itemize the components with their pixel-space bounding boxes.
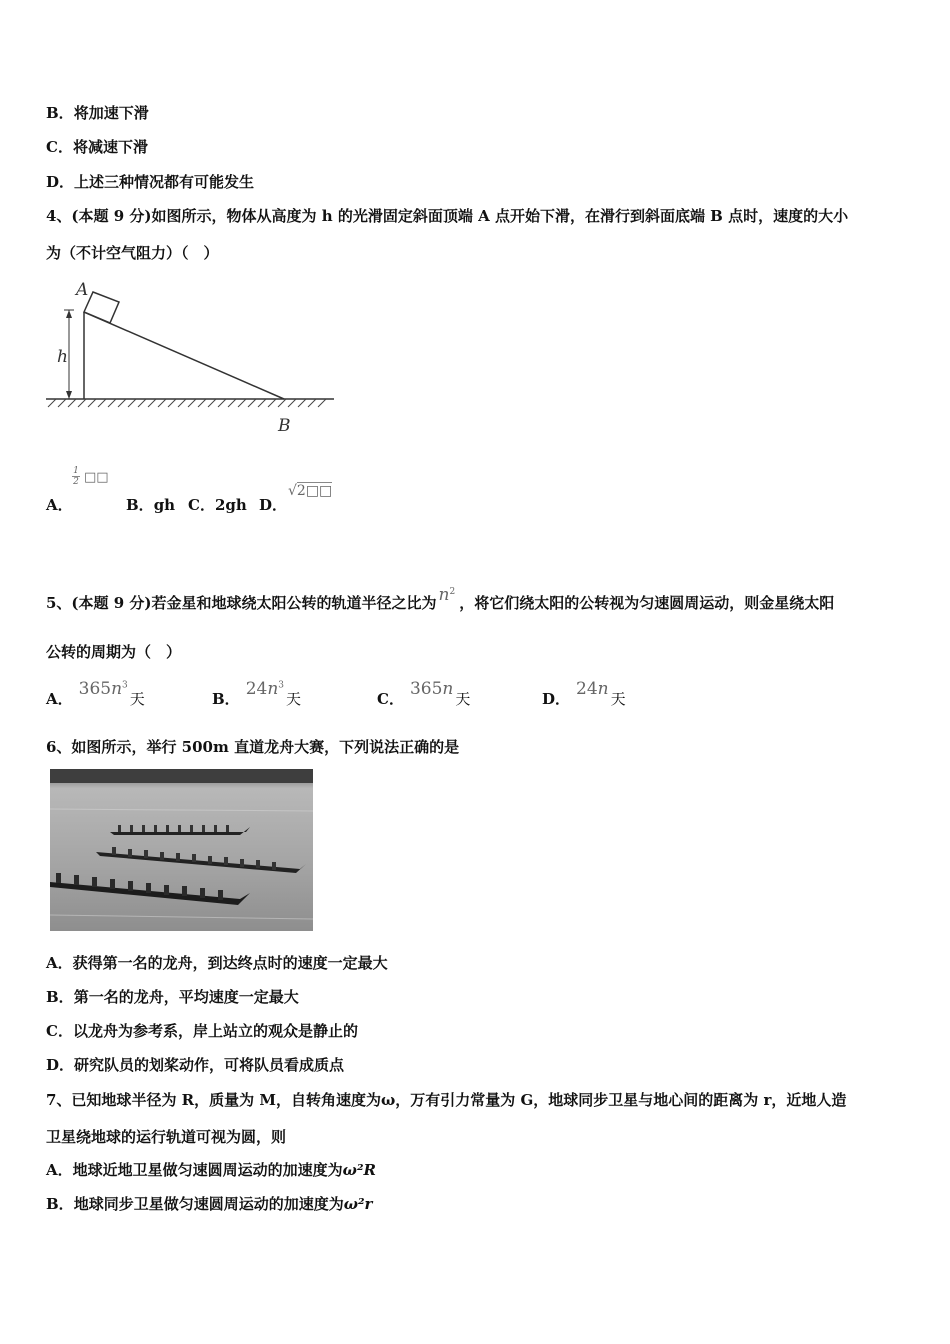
q5-ratio: $n^2$ bbox=[438, 585, 456, 605]
label-a: A bbox=[76, 280, 89, 300]
label-h: h bbox=[57, 347, 68, 367]
q4-option-d-formula: √2□□ bbox=[288, 483, 333, 499]
q3-option-b: B．将加速下滑 bbox=[46, 104, 149, 122]
q6-option-d: D．研究队员的划桨动作，可将队员看成质点 bbox=[46, 1056, 345, 1074]
q7-stem-line2: 卫星绕地球的运行轨道可视为圆，则 bbox=[46, 1128, 287, 1146]
q5-stem-line1: 5、(本题 9 分)若金星和地球绕太阳公转的轨道半径之比为 $n^2$，将它们绕太阳的公转视为匀速圆周运动，则金星绕太阳 bbox=[46, 585, 835, 612]
incline-slope bbox=[84, 312, 284, 399]
q4-stem-line2: 为（不计空气阻力）（ ） bbox=[46, 244, 219, 262]
q6-stem: 6、如图所示，举行 500m 直道龙舟大赛，下列说法正确的是 bbox=[46, 738, 460, 756]
dragon-boat-image bbox=[50, 769, 313, 931]
q4-option-a-placeholder: □□ bbox=[84, 470, 109, 485]
q5-option-c: C． 365n 天 bbox=[377, 679, 471, 708]
q4-option-d: D． bbox=[259, 496, 288, 514]
q5-option-d: D． 24n 天 bbox=[542, 679, 626, 708]
q6-option-c: C．以龙舟为参考系，岸上站立的观众是静止的 bbox=[46, 1022, 358, 1040]
incline-figure bbox=[44, 280, 336, 438]
q7-stem-line1: 7、已知地球半径为 R，质量为 M，自转角速度为ω，万有引力常量为 G，地球同步卫星与地心间的距离为 r，近地人造 bbox=[46, 1091, 847, 1109]
q4-option-c: C．2gh bbox=[188, 496, 247, 514]
q5-option-b: B． $24n^3$天 bbox=[212, 679, 302, 708]
q4-option-b: B．gh bbox=[126, 496, 176, 514]
block bbox=[84, 292, 119, 323]
q6-option-b: B．第一名的龙舟，平均速度一定最大 bbox=[46, 988, 299, 1006]
q6-option-a: A．获得第一名的龙舟，到达终点时的速度一定最大 bbox=[46, 954, 388, 972]
q4-option-a-formula: 1 2 bbox=[73, 466, 79, 487]
ground-hatching bbox=[48, 399, 326, 407]
label-b: B bbox=[278, 416, 291, 436]
q7-option-b: B．地球同步卫星做匀速圆周运动的加速度为ω²r bbox=[46, 1195, 373, 1213]
q4-stem-line1: 4、(本题 9 分)如图所示，物体从高度为 h 的光滑固定斜面顶端 A 点开始下滑，在滑行到斜面底端 B 点时，速度的大小 bbox=[46, 207, 849, 225]
q7-option-a: A．地球近地卫星做匀速圆周运动的加速度为ω²R bbox=[46, 1161, 376, 1179]
q4-option-a: A． bbox=[46, 496, 73, 514]
dragon-boat-photo bbox=[50, 769, 313, 931]
q5-stem-line2: 公转的周期为（ ） bbox=[46, 643, 182, 661]
q5-option-a: A． $365n^3$天 bbox=[46, 679, 145, 708]
q3-option-d: D．上述三种情况都有可能发生 bbox=[46, 173, 255, 191]
q3-option-c: C．将减速下滑 bbox=[46, 138, 148, 156]
